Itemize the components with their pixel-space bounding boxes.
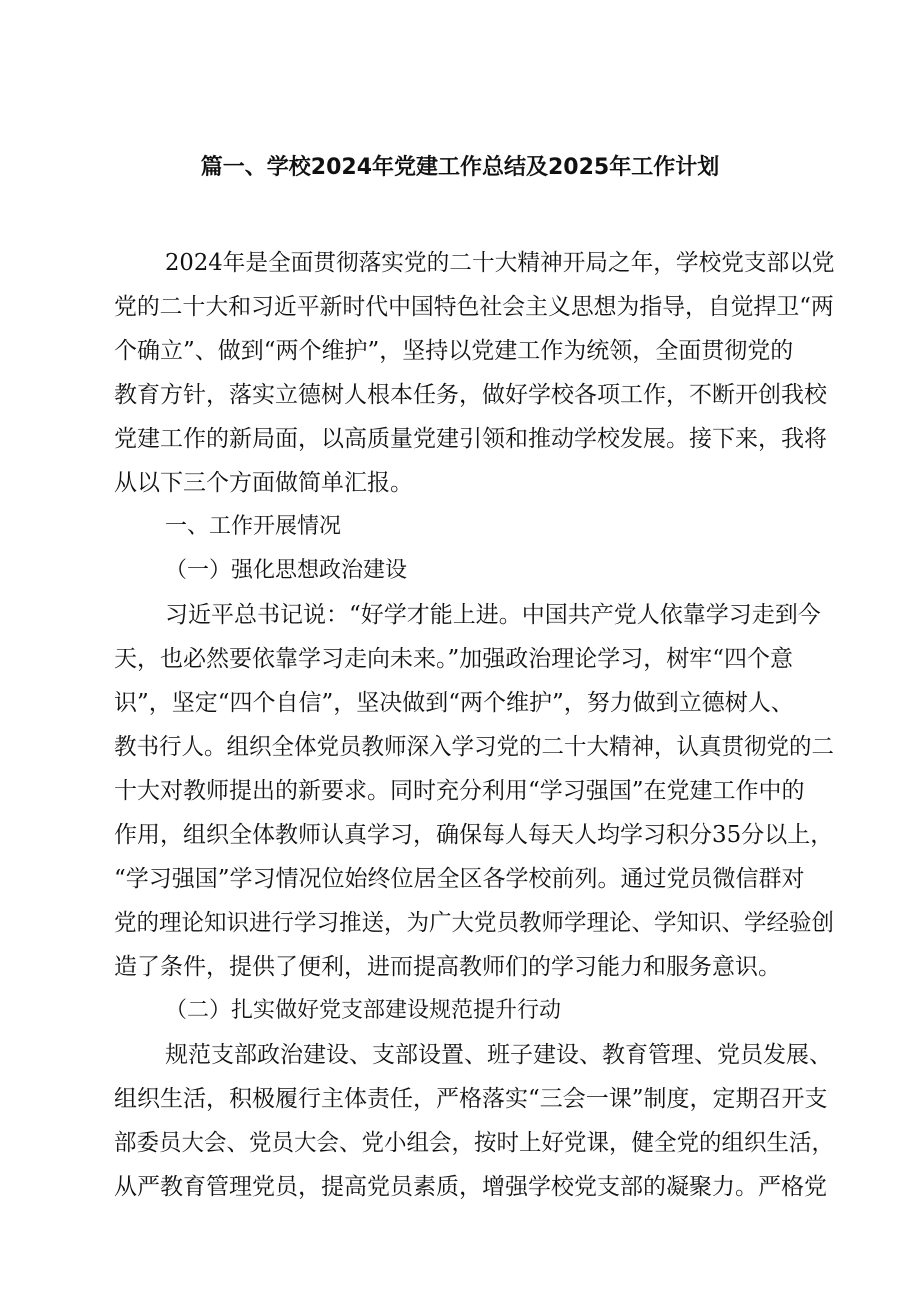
- paragraph-line: 党的理论知识进行学习推送，为广大党员教师学理论、学知识、学经验创: [114, 910, 835, 936]
- paragraph-line: 教书行人。组织全体党员教师深入学习党的二十大精神，认真贯彻党的二: [114, 734, 835, 760]
- paragraph-line: “学习强国”学习情况位始终位居全区各学校前列。通过党员微信群对: [114, 866, 805, 892]
- paragraph-line: 十大对教师提出的新要求。同时充分利用“学习强国”在党建工作中的: [114, 778, 805, 804]
- paragraph-line: 组织生活，积极履行主体责任，严格落实“三会一课”制度，定期召开支: [114, 1086, 828, 1112]
- paragraph-line: 党的二十大和习近平新时代中国特色社会主义思想为指导，自觉捍卫“两: [114, 294, 834, 320]
- paragraph-line: 从严教育管理党员，提高党员素质，增强学校党支部的凝聚力。严格党: [114, 1174, 827, 1200]
- section-heading: 一、工作开展情况: [165, 514, 342, 539]
- document-title: 篇一、学校2024年党建工作总结及2025年工作计划: [200, 155, 720, 180]
- paragraph-line: 造了条件，提供了便利，进而提高教师们的学习能力和服务意识。: [114, 954, 781, 980]
- paragraph-line: 部委员大会、党员大会、党小组会，按时上好党课，健全党的组织生活，: [114, 1130, 835, 1156]
- paragraph-line: 习近平总书记说：“好学才能上进。中国共产党人依靠学习走到今: [165, 602, 821, 628]
- paragraph-line: 从以下三个方面做简单汇报。: [114, 470, 413, 496]
- paragraph-line: 作用，组织全体教师认真学习，确保每人每天人均学习积分35分以上，: [114, 822, 834, 848]
- paragraph-line: 识”，坚定“四个自信”，坚决做到“两个维护”，努力做到立德树人、: [114, 690, 794, 716]
- paragraph-line: 教育方针，落实立德树人根本任务，做好学校各项工作，不断开创我校: [114, 382, 827, 408]
- paragraph-line: 2024年是全面贯彻落实党的二十大精神开局之年，学校党支部以党: [165, 250, 835, 276]
- paragraph-line: 党建工作的新局面，以高质量党建引领和推动学校发展。接下来，我将: [114, 426, 827, 452]
- subsection-heading: （一）强化思想政治建设: [165, 558, 408, 583]
- paragraph-line: 天，也必然要依靠学习走向未来。”加强政治理论学习，树牢“四个意: [114, 646, 794, 672]
- paragraph-line: 规范支部政治建设、支部设置、班子建设、教育管理、党员发展、: [165, 1042, 832, 1068]
- subsection-heading: （二）扎实做好党支部建设规范提升行动: [165, 998, 562, 1023]
- paragraph-line: 个确立”、做到“两个维护”，坚持以党建工作为统领，全面贯彻党的: [114, 338, 794, 364]
